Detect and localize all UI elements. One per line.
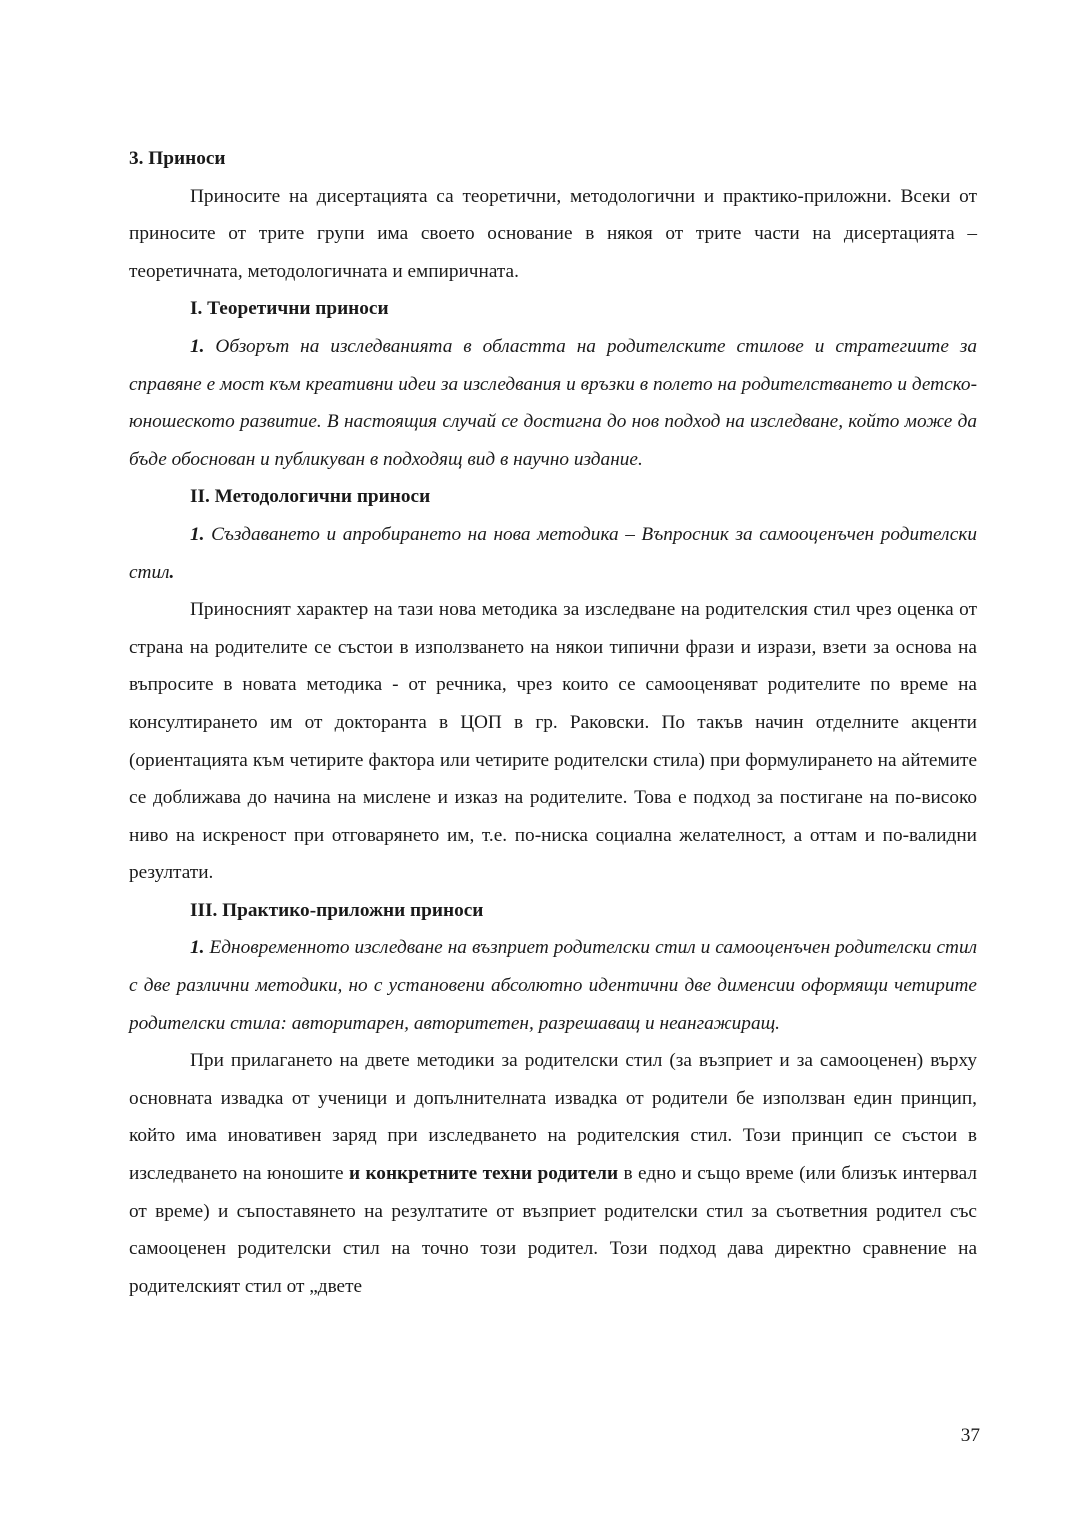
practical-paragraph-bold: и конкретните техни родители [348,1163,619,1185]
practical-item-number: 1. [190,937,205,959]
practical-paragraph [129,1042,977,1305]
methodological-item [129,516,977,591]
methodological-paragraph: Приносният характер на тази нова методика за изследване на родителския стил чрез оценка от страна на родителите се състои в използването на някои типични фрази и изрази, взети за основа на въпросите в новата методика - от речника, чрез които се самооценяват родителите по време на консултирането им от докторанта в ЦОП в гр. Раковски. По такъв начин отделните акценти (ориентацията към четирите фактора или четирите родителски стила) при формулирането на айтемите се доближава до начина на мислене и изказ на родителите. Това е подход за постигане на по-високо ниво на искреност при отговарянето им, т.е. по-ниска социална желателност, а оттам и по-валидни резултати. [129,599,977,884]
document-page [129,140,977,1305]
practical-item [129,929,977,1042]
theoretical-item-text: Обзорът на изследванията в областта на родителските стилове и стратегиите за справяне е мост към креативни идеи за изследвания и връзки в полето на родителстването и детско-юношеското развитие. В настоящия случай се достигна до нов подход на изследване, който може да бъде обоснован и публикуван в подходящ вид в научно издание. [129,335,977,470]
methodological-item-number: 1. [190,523,205,545]
section-title: 3. Приноси [129,148,226,169]
practical-heading: III. Практико-приложни приноси [190,899,484,921]
page-number: 37 [960,1425,980,1446]
practical-item-text: Едновременното изследване на възприет родителски стил и самооценъчен родителски стил с две различни методики, но с установени абсолютно идентични две дименсии оформящи четирите родителски стила: авторитарен, авторитетен, разрешаващ и неангажиращ. [129,937,977,1034]
intro-paragraph: Приносите на дисертацията са теоретични, методологични и практико-приложни. Всеки от приносите от трите групи има своето основание в някоя от трите части на дисертацията – теоретичната, методологичната и емпиричната. [129,185,977,282]
theoretical-item-number: 1. [190,335,205,357]
theoretical-heading: I. Теоретични приноси [190,298,389,320]
methodological-item-end: . [169,561,175,583]
practical-paragraph-after: в едно и също време (или близък интервал от време) и съпоставянето на резултатите от възприет родителски стил за съответния родител със самооценен родителски стил на точно този родител. Този подход дава директно сравнение на родителският стил от „двете [129,1163,977,1297]
methodological-heading: II. Методологични приноси [190,486,431,508]
theoretical-item [129,328,977,478]
practical-paragraph-before: При прилагането на двете методики за родителски стил (за възприет и за самооценен) върху основната извадка от ученици и допълнителната извадка от родители бе използван един принцип, който има иновативен заряд при изследването на родителския стил. Този принцип се състои в изследването на юношите [129,1050,977,1185]
methodological-item-text: Създаването и апробирането на нова методика – Въпросник за самооценъчен родителски стил [129,523,977,583]
